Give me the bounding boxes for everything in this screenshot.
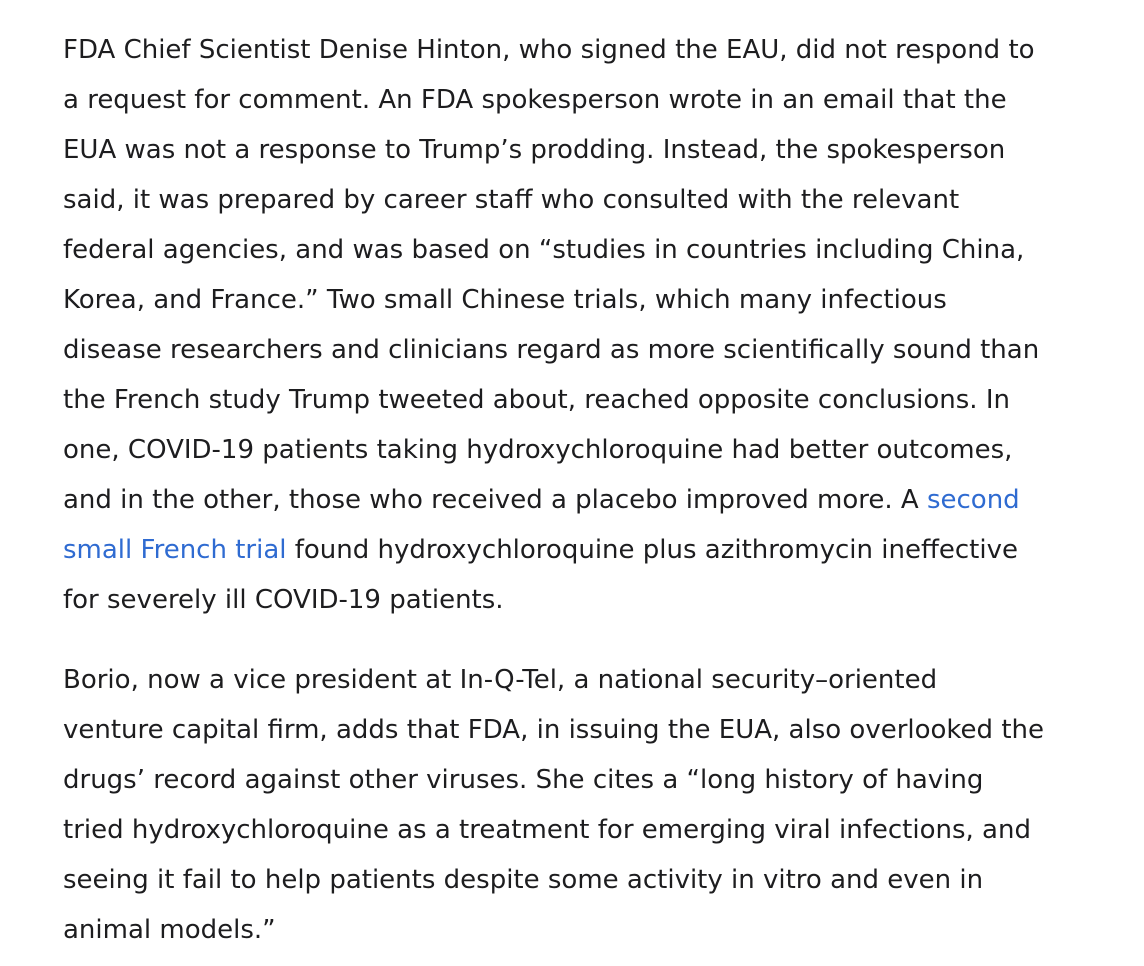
text-line: [63, 525, 1103, 575]
text-line: venture capital firm, adds that FDA, in issuing the EUA, also overlooked the: [63, 715, 1044, 745]
text-line: seeing it fail to help patients despite some activity in vitro and even in: [63, 865, 984, 895]
text-line: tried hydroxychloroquine as a treatment for emerging viral infections, and: [63, 815, 1031, 845]
text-line: a request for comment. An FDA spokesperson wrote in an email that the: [63, 85, 1007, 115]
text-segment: found hydroxychloroquine plus azithromycin ineffective: [286, 535, 1018, 565]
paragraph-1: [63, 25, 1103, 625]
second-small-french-trial-link[interactable]: small French trial: [63, 535, 287, 565]
article-body: [63, 25, 1103, 955]
text-line: disease researchers and clinicians regard as more scientifically sound than: [63, 335, 1040, 365]
text-line: drugs’ record against other viruses. She cites a “long history of having: [63, 765, 984, 795]
text-line: Borio, now a vice president at In-Q-Tel, a national security–oriented: [63, 665, 938, 695]
text-line: FDA Chief Scientist Denise Hinton, who signed the EAU, did not respond to: [63, 35, 1035, 65]
text-line: federal agencies, and was based on “studies in countries including China,: [63, 235, 1025, 265]
text-line: animal models.”: [63, 915, 276, 945]
text-line: EUA was not a response to Trump’s prodding. Instead, the spokesperson: [63, 135, 1006, 165]
text-line: Korea, and France.” Two small Chinese trials, which many infectious: [63, 285, 947, 315]
paragraph-2: [63, 655, 1103, 955]
text-line: one, COVID-19 patients taking hydroxychloroquine had better outcomes,: [63, 435, 1013, 465]
text-line: said, it was prepared by career staff who consulted with the relevant: [63, 185, 960, 215]
text-line: for severely ill COVID-19 patients.: [63, 585, 504, 615]
text-line: [63, 475, 1103, 525]
second-small-french-trial-link[interactable]: second: [926, 485, 1020, 515]
text-line: the French study Trump tweeted about, reached opposite conclusions. In: [63, 385, 1010, 415]
text-segment: and in the other, those who received a placebo improved more. A: [63, 485, 927, 515]
